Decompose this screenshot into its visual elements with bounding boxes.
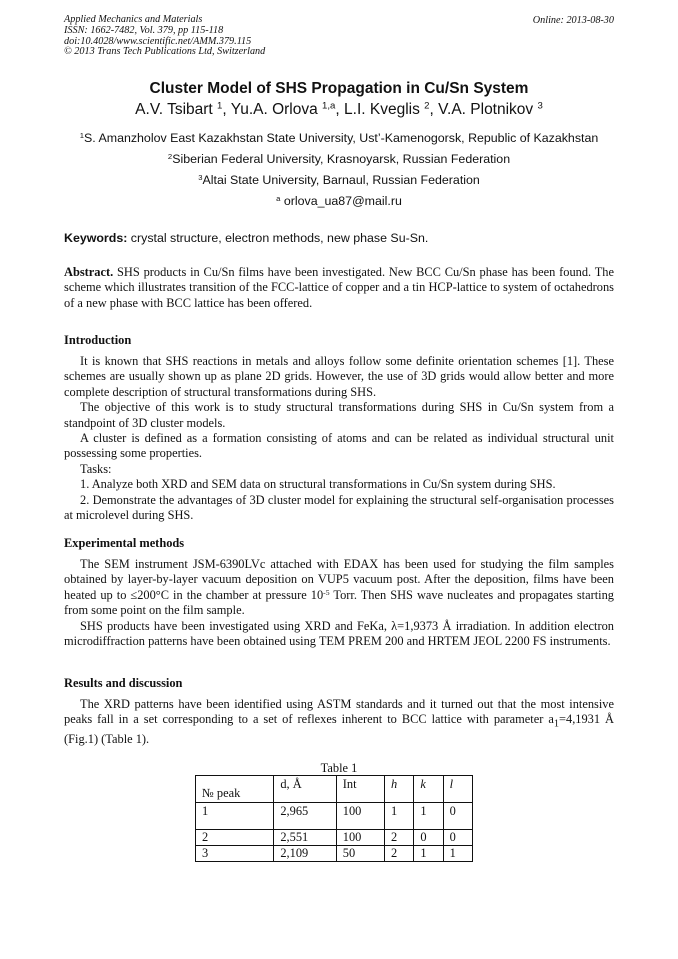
paragraph: A cluster is defined as a formation consisting of atoms and can be related as individual structural unit possessing some properties.: [64, 431, 614, 461]
abstract: [64, 265, 614, 311]
journal-name: Applied Mechanics and Materials: [64, 14, 203, 25]
section-heading-results: Results and discussion: [64, 676, 183, 690]
keywords: [64, 231, 614, 245]
author-name: A.V. Tsibart: [135, 101, 218, 118]
table-cell: 1: [443, 846, 472, 862]
author-affiliation-mark: 2: [424, 100, 430, 112]
table-cell: 1: [385, 803, 414, 830]
table-cell: 2,109: [274, 846, 336, 862]
copyright: © 2013 Trans Tech Publications Ltd, Switzerland: [64, 46, 266, 58]
keywords-text: crystal structure, electron methods, new phase Su-Sn.: [127, 231, 429, 245]
table-cell: 0: [443, 830, 472, 846]
author-list: A.V. Tsibart $^1$, Yu.A. Orlova $^{1,a}$, L.I. Kveglis $^2$, V.A. Plotnikov $^3$: [135, 100, 543, 118]
table-cell: 100: [336, 803, 384, 830]
journal-header: [64, 15, 265, 58]
experimental-body: [64, 557, 614, 649]
table-row: [196, 846, 473, 862]
section-heading-experimental: Experimental methods: [64, 536, 185, 550]
table-1: [195, 775, 473, 862]
table-row: [196, 803, 473, 830]
abstract-label: Abstract.: [64, 265, 114, 279]
doi: doi:10.4028/www.scientific.net/AMM.379.115: [64, 35, 252, 47]
tasks-label: Tasks:: [80, 461, 112, 476]
task-item: 2. Demonstrate the advantages of 3D cluster model for explaining the structural self-organisation processes at microlevel during SHS.: [64, 492, 614, 523]
table-header-row: [196, 776, 473, 803]
table-header-cell: d, Å: [274, 776, 336, 803]
introduction-body: [64, 354, 614, 523]
table-cell: 3: [196, 846, 274, 862]
table-header-cell: k: [414, 776, 443, 803]
table-cell: 0: [443, 803, 472, 830]
table-cell: 2,551: [274, 830, 336, 846]
paper-title: Cluster Model of SHS Propagation in Cu/Sn System: [149, 80, 529, 97]
affiliation: $^3$Altai State University, Barnaul, Russian Federation: [198, 172, 480, 187]
paragraph: The XRD patterns have been identified using ASTM standards and it turned out that the most intensive peaks fall in a set corresponding to a set of reflexes inherent to BCC lattice with parameter $a_1=4,1931$ Å (Fig.1) (Table 1).: [64, 697, 614, 747]
paragraph: The objective of this work is to study structural transformations during SHS in Cu/Sn system from a standpoint of 3D cluster models.: [64, 400, 614, 430]
table-cell: 2,965: [274, 803, 336, 830]
task-item: 1. Analyze both XRD and SEM data on structural transformations in Cu/Sn system during SHS.: [80, 477, 556, 492]
author-affiliation-mark: 1,a: [322, 100, 336, 112]
table-header-cell: h: [385, 776, 414, 803]
keywords-label: Keywords:: [64, 231, 128, 245]
table-cell: 1: [414, 846, 443, 862]
table-header-cell: Int: [336, 776, 384, 803]
table-cell: 2: [385, 846, 414, 862]
email: $^a$ orlova_ua87@mail.ru: [276, 193, 402, 208]
table-cell: 1: [196, 803, 274, 830]
table-header-cell: l: [443, 776, 472, 803]
author-affiliation-mark: 3: [537, 100, 543, 112]
paragraph: The SEM instrument JSM-6390LVc attached with EDAX has been used for studying the film samples obtained by layer-by-layer vacuum deposition on VUP5 vacuum post. After the deposition, films have been heated up to ≤200°C in the chamber at pressure $10^{-5}$ Torr. Then SHS wave nucleates and propagates starting from some point on the film sample.: [64, 557, 614, 618]
affiliation: $^1$S. Amanzholov East Kazakhstan State University, Ust’-Kamenogorsk, Republic of Kazakhstan: [79, 130, 599, 145]
table-cell: 2: [385, 830, 414, 846]
table-cell: 0: [414, 830, 443, 846]
author-name: V.A. Plotnikov: [438, 101, 538, 118]
table-cell: 50: [336, 846, 384, 862]
author-name: L.I. Kveglis: [344, 101, 425, 118]
section-heading-introduction: Introduction: [64, 333, 132, 347]
table-cell: 2: [196, 830, 274, 846]
table-caption: Table 1: [320, 761, 358, 775]
table-header-cell: № peak: [196, 776, 274, 803]
table-row: [196, 830, 473, 846]
affiliation: $^2$Siberian Federal University, Krasnoyarsk, Russian Federation: [167, 151, 511, 166]
table-cell: 100: [336, 830, 384, 846]
abstract-text: SHS products in Cu/Sn films have been investigated. New BCC Cu/Sn phase has been found. The scheme which illustrates transition of the FCC-lattice of copper and a tin HCP-lattice to system of octahedrons of a new phase with BCC lattice has been offered.: [64, 265, 614, 310]
online-date: Online: 2013-08-30: [532, 15, 614, 26]
author-name: Yu.A. Orlova: [230, 101, 323, 118]
author-affiliation-mark: 1: [217, 100, 223, 112]
results-body: [64, 697, 614, 748]
table-cell: 1: [414, 803, 443, 830]
paragraph: It is known that SHS reactions in metals and alloys follow some definite orientation schemes [1]. These schemes are usually shown up as plane 2D grids. However, the use of 3D grids would allow better and more complete description of structural transformations during SHS.: [64, 354, 614, 399]
issn: ISSN: 1662-7482, Vol. 379, pp 115-118: [64, 24, 224, 36]
paragraph: SHS products have been investigated using XRD and FeKa, λ=1,9373 Å irradiation. In addition electron microdiffraction patterns have been obtained using TEM PREM 200 and HRTEM JEOL 2200 FS instruments.: [64, 618, 614, 649]
